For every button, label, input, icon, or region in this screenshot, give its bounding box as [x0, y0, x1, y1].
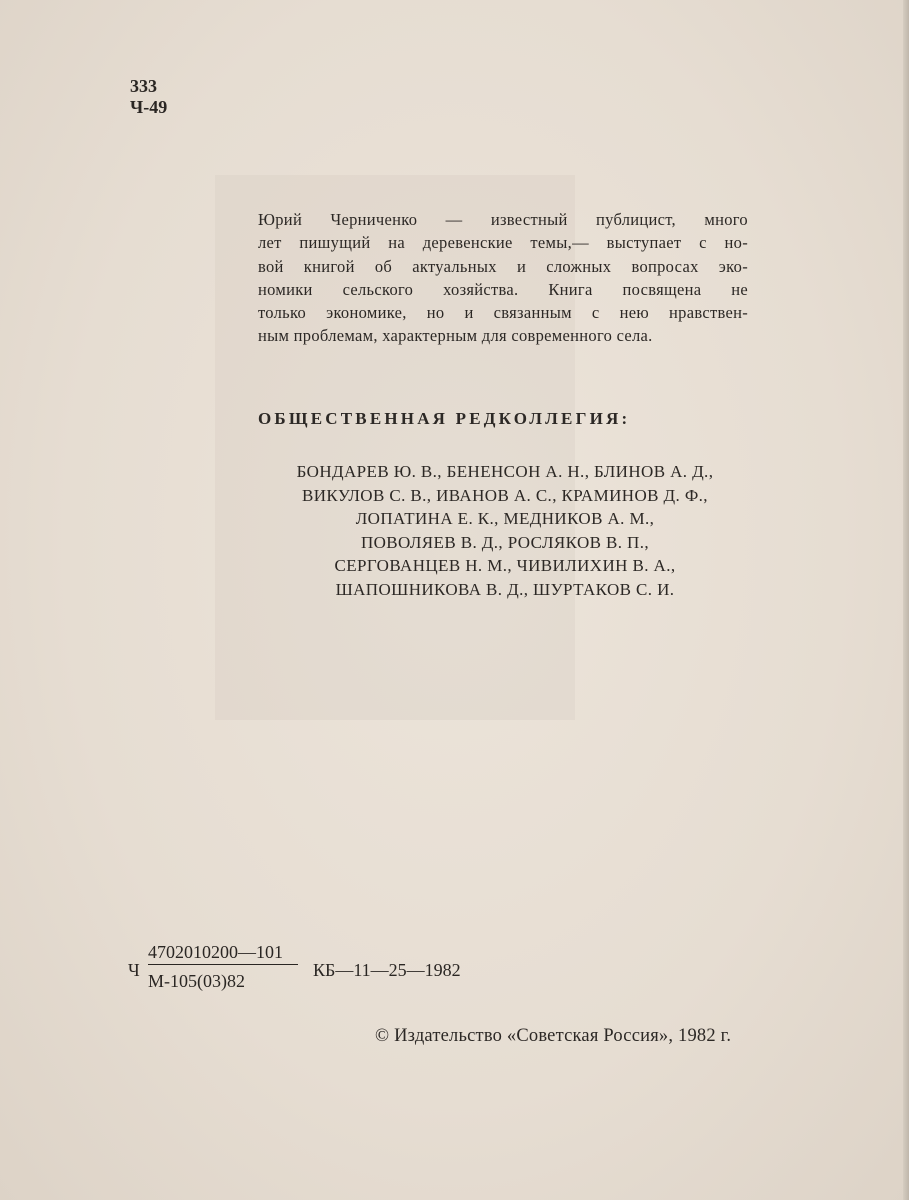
members-line: ЛОПАТИНА Е. К., МЕДНИКОВ А. М., — [355, 509, 655, 529]
annotation — [258, 208, 748, 348]
members-line: СЕРГОВАНЦЕВ Н. М., ЧИВИЛИХИН В. А., — [334, 556, 676, 576]
udk-line-2: Ч-49 — [130, 97, 168, 117]
catalog-prefix: Ч — [128, 960, 140, 980]
catalog-tail: КБ—11—25—1982 — [313, 960, 461, 980]
page-edge — [903, 0, 909, 1200]
catalog-denominator: М-105(03)82 — [148, 971, 245, 991]
members-line: БОНДАРЕВ Ю. В., БЕНЕНСОН А. Н., БЛИНОВ А. Д., — [296, 462, 714, 481]
udk-index — [130, 76, 167, 118]
board-title: ОБЩЕСТВЕННАЯ РЕДКОЛЛЕГИЯ: — [258, 409, 631, 428]
members-line: ВИКУЛОВ С. В., ИВАНОВ А. С., КРАМИНОВ Д. Ф., — [302, 485, 708, 505]
board-members — [210, 460, 800, 602]
annotation-line: лет пишущий на деревенские темы,— выступает с но- — [258, 233, 748, 253]
annotation-line: номики сельского хозяйства. Книга посвящена не — [258, 279, 748, 299]
udk-line-1: 333 — [130, 76, 157, 96]
copyright-notice: © Издательство «Советская Россия», 1982 г. — [375, 1026, 732, 1046]
annotation-line: вой книгой об актуальных и сложных вопросах эко- — [258, 256, 748, 276]
annotation-line: только экономике, но и связанным с нею нравствен- — [258, 303, 748, 323]
annotation-line: Юрий Черниченко — известный публицист, много — [258, 210, 748, 229]
members-line: ШАПОШНИКОВА В. Д., ШУРТАКОВ С. И. — [335, 579, 675, 599]
catalog-numerator: 4702010200—101 — [148, 942, 298, 965]
annotation-line: ным проблемам, характерным для современного села. — [258, 326, 653, 346]
members-line: ПОВОЛЯЕВ В. Д., РОСЛЯКОВ В. П., — [360, 532, 650, 552]
